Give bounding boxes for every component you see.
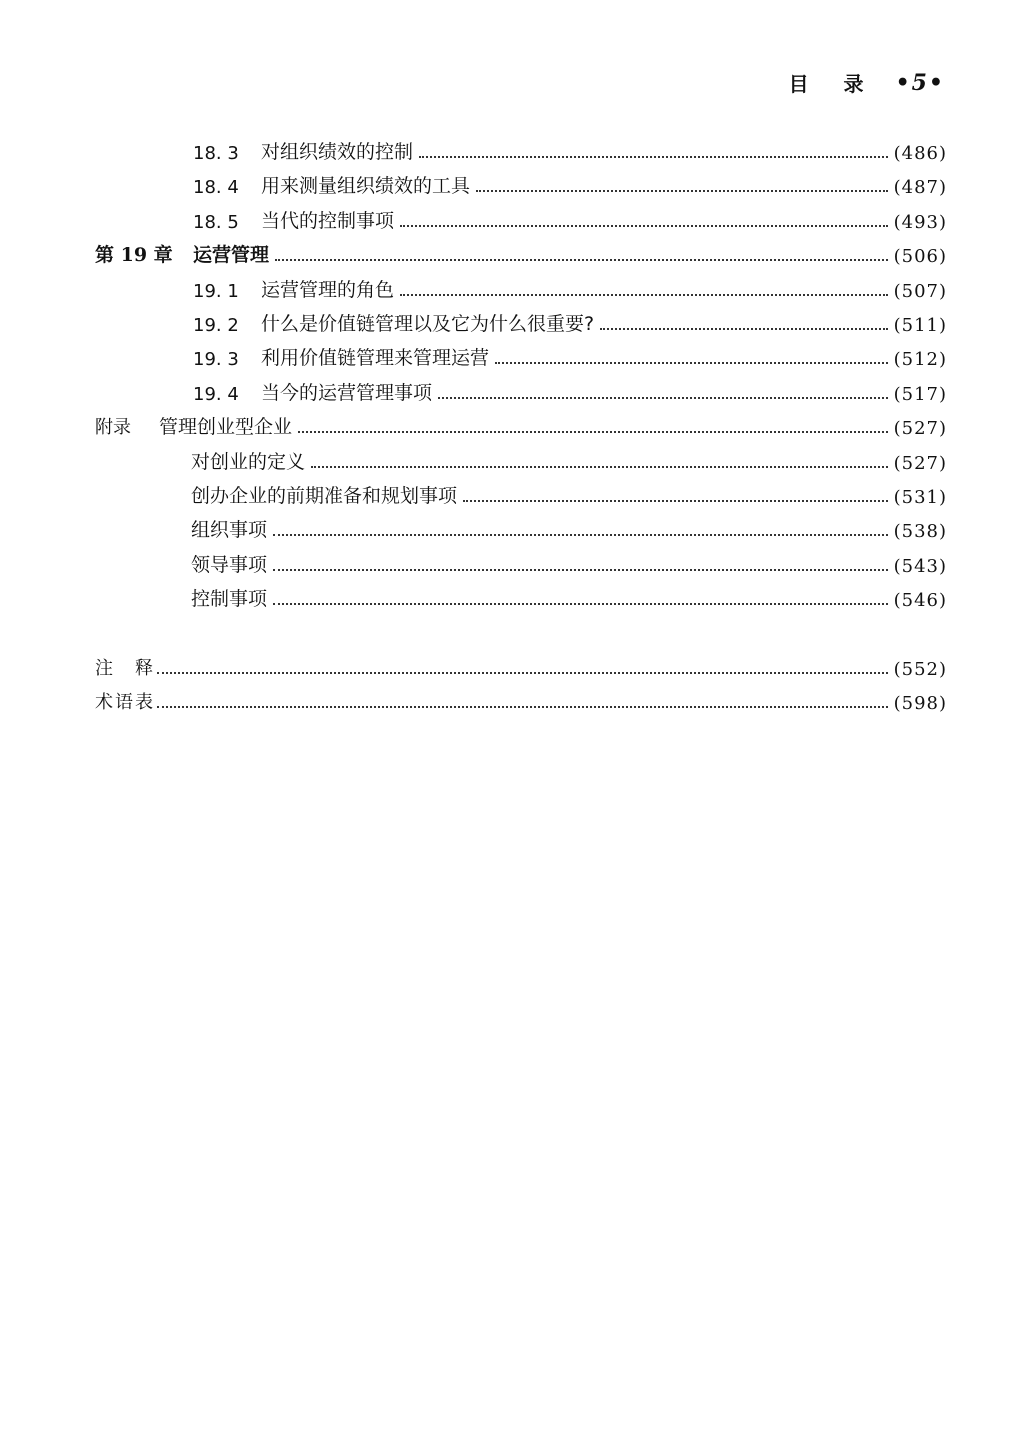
toc-row[interactable] [95, 688, 947, 714]
toc-page-number: (507) [893, 281, 947, 302]
toc-number: 19. 2 [193, 315, 239, 336]
dot-leader [275, 259, 888, 261]
page-header [789, 68, 945, 97]
header-title: 目 录 [788, 72, 878, 96]
toc-row[interactable] [95, 310, 947, 336]
dot-leader [273, 603, 888, 605]
toc-row[interactable] [95, 379, 947, 405]
toc-page-number: (487) [893, 177, 947, 198]
toc-page-number: (543) [893, 556, 947, 577]
toc-label: 什么是价值链管理以及它为什么很重要? [261, 313, 595, 335]
toc-label: 对创业的定义 [191, 451, 306, 473]
toc-label: 运营管理的角色 [261, 279, 395, 301]
toc-label: 利用价值链管理来管理运营 [261, 347, 490, 369]
dot-leader [495, 362, 888, 364]
dot-leader [400, 294, 888, 296]
dot-leader [311, 466, 888, 468]
toc-number: 附录 [95, 417, 131, 438]
dot-leader [273, 569, 888, 571]
toc-label: 管理创业型企业 [159, 416, 293, 438]
toc-page-number: (512) [893, 349, 947, 370]
toc-page-number: (527) [893, 418, 947, 439]
dot-leader [600, 328, 888, 330]
toc-number: 19. 4 [193, 384, 239, 405]
toc-row[interactable] [95, 413, 947, 439]
toc-page-number: (517) [893, 384, 947, 405]
toc-page-number: (598) [893, 693, 947, 714]
toc-row[interactable] [95, 241, 947, 267]
toc-row[interactable] [95, 482, 947, 508]
toc-number: 18. 5 [193, 212, 239, 233]
dot-leader [438, 397, 888, 399]
toc-label: 运营管理 [193, 244, 270, 266]
toc-row[interactable] [95, 207, 947, 233]
toc-page-number: (511) [893, 315, 947, 336]
toc-page-number: (552) [893, 659, 947, 680]
toc-page-number: (546) [893, 590, 947, 611]
dot-leader [419, 156, 888, 158]
dot-leader [157, 672, 888, 674]
dot-leader [157, 706, 888, 708]
toc-number: 19. 3 [193, 349, 239, 370]
dot-leader [273, 534, 888, 536]
header-page-number: •5• [895, 69, 945, 96]
dot-leader [400, 225, 888, 227]
toc-label: 控制事项 [191, 588, 268, 610]
toc-number: 第 19 章 [95, 244, 173, 266]
toc-label: 对组织绩效的控制 [261, 141, 414, 163]
toc-page-number: (486) [893, 143, 947, 164]
toc-label: 创办企业的前期准备和规划事项 [191, 485, 458, 507]
toc-number: 18. 4 [193, 177, 239, 198]
dot-leader [476, 190, 888, 192]
toc-row[interactable] [95, 138, 947, 164]
toc-label: 术语表 [95, 692, 155, 713]
toc-row[interactable] [95, 585, 947, 611]
dot-leader [463, 500, 888, 502]
toc-row[interactable] [95, 551, 947, 577]
toc-row[interactable] [95, 654, 947, 680]
toc-number: 18. 3 [193, 143, 239, 164]
toc-row[interactable] [95, 344, 947, 370]
toc-page-number: (538) [893, 521, 947, 542]
toc-page-number: (493) [893, 212, 947, 233]
toc-row[interactable] [95, 448, 947, 474]
toc-label: 当代的控制事项 [261, 210, 395, 232]
toc-label: 组织事项 [191, 519, 268, 541]
toc-label: 注 释 [95, 658, 155, 679]
toc-row[interactable] [95, 172, 947, 198]
toc-page-number: (506) [893, 246, 947, 267]
toc-page-number: (531) [893, 487, 947, 508]
toc-label: 领导事项 [191, 554, 268, 576]
toc-label: 用来测量组织绩效的工具 [261, 175, 471, 197]
toc-label: 当今的运营管理事项 [261, 382, 433, 404]
toc-row[interactable] [95, 516, 947, 542]
toc-row[interactable] [95, 276, 947, 302]
toc-page-number: (527) [893, 453, 947, 474]
toc-number: 19. 1 [193, 281, 239, 302]
dot-leader [298, 431, 888, 433]
